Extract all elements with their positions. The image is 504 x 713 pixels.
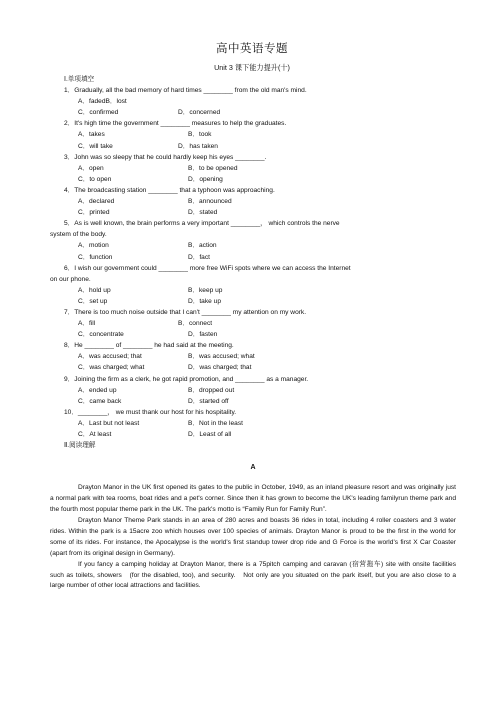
option: B．keep up: [188, 286, 223, 294]
option: C．concentrate: [78, 331, 124, 339]
section-heading: Ⅱ.阅读理解: [64, 442, 96, 450]
options-row: [50, 196, 456, 207]
option: A．open: [78, 164, 104, 172]
passage-label: A: [250, 464, 256, 472]
option: A．fadedB．lost: [78, 98, 127, 106]
option: D．fasten: [188, 331, 218, 339]
options-row: [50, 396, 456, 407]
option: D．has taken: [178, 142, 218, 150]
options-row: [50, 318, 456, 329]
option: D．stated: [188, 209, 218, 217]
options-row: [50, 129, 456, 140]
option: D．started off: [188, 397, 229, 405]
option: D．take up: [188, 297, 221, 305]
option: C．to open: [78, 175, 112, 183]
options-row: [50, 429, 456, 440]
option: A．hold up: [78, 286, 111, 294]
question-stem: 2．It's high time the government ________ measures to help the graduates.: [64, 120, 287, 128]
option: D．opening: [188, 175, 223, 183]
option: A．declared: [78, 198, 115, 206]
options-row: [50, 252, 456, 263]
document-body: [50, 74, 456, 592]
option: C．function: [78, 253, 113, 261]
option: C．set up: [78, 297, 108, 305]
question-stem: 4．The broadcasting station ________ that a typhoon was approaching.: [64, 186, 275, 194]
option: A．fill: [78, 320, 96, 328]
option: C．At least: [78, 431, 112, 438]
option: B．to be opened: [188, 164, 238, 172]
question-stem: 1．Gradually, all the bad memory of hard times ________ from the old man's mind.: [64, 87, 307, 95]
options-row: [50, 285, 456, 296]
option: D．Least of all: [188, 431, 232, 438]
option: D．concerned: [178, 109, 221, 117]
option: C．will take: [78, 142, 113, 150]
section-heading: Ⅰ.单项填空: [64, 76, 95, 83]
option: B．announced: [188, 198, 232, 206]
document-title: 高中英语专题: [216, 43, 288, 55]
option: B．Not in the least: [188, 419, 243, 427]
option: C．confirmed: [78, 109, 119, 117]
options-row: [50, 351, 456, 362]
option: A．Last but not least: [78, 419, 140, 427]
options-row: [50, 385, 456, 396]
question-stem: 9．Joining the firm as a clerk, he got rapid promotion, and ________ as a manager.: [64, 375, 309, 383]
option: C．printed: [78, 209, 110, 217]
options-row: [50, 296, 456, 307]
options-row: [50, 107, 456, 118]
options-row: [50, 329, 456, 340]
question-stem-continued: system of the body.: [50, 231, 107, 239]
option: D．was charged; that: [188, 364, 252, 372]
unit-title: Unit 3 课下能力提升(十): [214, 63, 290, 72]
passage-paragraph: If you fancy a camping holiday at Drayton Manor, there is a 75pitch camping and caravan (宿营拖车) site with onsite facilities such as toilets, showers (for the disabled, too), and security. Not only are you situated on the park itself, but you are also close to a large number of other local attractions and facilities.: [50, 560, 456, 590]
options-row: [50, 141, 456, 152]
question-stem: 5．As is well known, the brain performs a very important ________， which controls the nerve: [64, 220, 340, 228]
option: A．motion: [78, 242, 109, 250]
option: B．dropped out: [188, 386, 235, 394]
options-row: [50, 240, 456, 251]
option: A．was accused; that: [78, 353, 142, 361]
options-row: [50, 96, 456, 107]
option: B．took: [188, 131, 212, 139]
options-row: [50, 163, 456, 174]
option: D．fact: [188, 253, 210, 261]
question-stem: 7．There is too much noise outside that I can't ________ my attention on my work.: [64, 308, 307, 316]
options-row: [50, 418, 456, 429]
options-row: [50, 207, 456, 218]
question-stem: 6．I wish our government could ________ more free WiFi spots where we can access the Internet: [64, 264, 351, 272]
question-stem: 10．________， we must thank our host for his hospitality.: [64, 408, 237, 416]
options-row: [50, 362, 456, 373]
option: B．connect: [178, 320, 213, 328]
question-stem-continued: on our phone.: [50, 275, 91, 283]
question-stem: 3．John was so sleepy that he could hardly keep his eyes ________.: [64, 153, 267, 161]
option: C．was charged; what: [78, 364, 145, 372]
passage-paragraph: Drayton Manor in the UK first opened its gates to the public in October, 1949, as an inland pleasure resort and was originally just a normal park with tea rooms, boat rides and a pet's corner. Since then it has grown to become the UK's leading familyrun theme park and the fourth most popular theme park in the UK. The park's motto is “Family Run for Family Run”.: [50, 484, 456, 514]
option: C．came back: [78, 397, 122, 405]
option: A．takes: [78, 131, 105, 139]
options-row: [50, 174, 456, 185]
option: B．action: [188, 242, 217, 250]
option: A．ended up: [78, 386, 117, 394]
question-stem: 8．He ________ of ________ he had said at the meeting.: [64, 342, 234, 350]
option: B．was accused; what: [188, 353, 255, 361]
passage-paragraph: Drayton Manor Theme Park stands in an area of 280 acres and boasts 36 rides in total, including 4 roller coasters and 3 water rides. Within the park is a 15acre zoo which houses over 100 species of animals. Drayton Manor is proud to be the first in the world for some of its rides. For instance, the Apocalypse is the world's first standup tower drop ride and G Force is the world's first X Car Coaster (apart from its original design in Germany).: [50, 517, 456, 557]
